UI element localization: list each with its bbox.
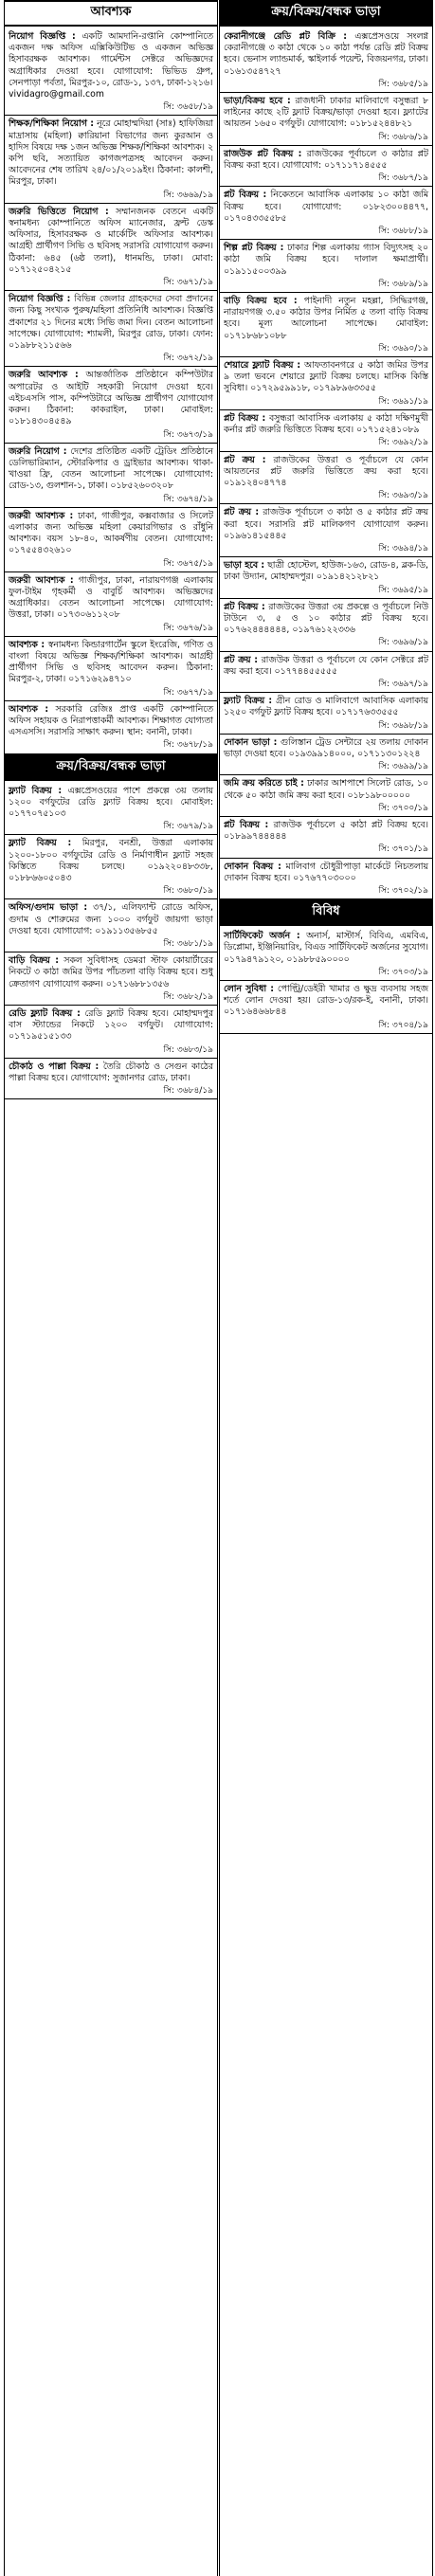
- ad-body: [224, 655, 428, 678]
- ad-text: রাজউক পূর্বাচলে ৩ কাঠা ও ৫ কাঠার প্লট ক্রয় করা হবে। সরাসরি প্লট মালিকগণ যোগাযোগ করুন। ০১৯৬১৪১৫৪৪৫: [224, 507, 428, 541]
- classified-ad: [220, 357, 432, 410]
- ad-ref: সি: ৩৭০২/১৯: [378, 886, 428, 896]
- ad-body: [9, 575, 213, 622]
- ad-ref: সি: ৩৬৯৭/১৯: [378, 679, 428, 689]
- ad-body: [9, 1008, 213, 1043]
- ad-ref: সি: ৩৬৭২/১৯: [163, 354, 213, 364]
- ad-text: ঢাকা, গাজীপুর, কক্সবাজার ও সিলেট এলাকার জন্য অভিজ্ঞ মহিলা কেয়ারগিভার ও রাঁধুনি আবশ্যক। বয়স ১৮-৪০, আকর্ষণীয় বেতন। যোগাযোগ: ০১৭৫৫৪৩২৬১০: [9, 510, 213, 556]
- ad-body: [224, 149, 428, 172]
- classified-ad: [220, 735, 432, 776]
- ad-body: [9, 118, 213, 188]
- ad-title: প্লট বিক্রয় :: [224, 601, 265, 612]
- classified-ad: [5, 783, 217, 836]
- ad-title: প্লট বিক্রয় :: [224, 819, 269, 830]
- classified-ad: [220, 599, 432, 652]
- ad-ref: সি: ৩৬৭৭/১৯: [163, 687, 213, 698]
- classified-ad: [220, 817, 432, 859]
- ad-text: পাইনাদী নতুন মহল্লা, সিদ্ধিরগঞ্জ, নারায়ণগঞ্জ ৩.৫০ কাঠার উপর নির্মিত ৫ তলা বাড়ি বিক্রয় হবে। মূল্য আলোচনা সাপেক্ষে। মোবাইল: ০১৭১৮৬৮১০৮৮: [224, 296, 428, 341]
- ad-text: ঢাকার শিল্প এলাকায় গ্যাস বিদ্যুৎসহ ২০ কাঠা জমি বিক্রয় হবে। দালাল ক্ষমাপ্রার্থী। ০১৯১১৫০০৩৯৯: [224, 243, 428, 277]
- ad-body: [224, 862, 428, 884]
- ad-ref: সি: ৩৬৮৫/১৯: [378, 79, 428, 89]
- ads-list: [5, 28, 217, 754]
- ad-title: শিক্ষক/শিক্ষিকা নিয়োগ :: [9, 118, 94, 130]
- ad-text: ৩৭/১, এলিফ্যান্ট রোডে অফিস, গুদাম ও শোরুমের জন্য ১০০০ বর্গফুট জায়গা ভাড়া দেওয়া হবে। যোগাযোগ: ০১৯১১৩৫৬৮৫৫: [9, 902, 213, 936]
- ad-title: সার্টিফিকেট অর্জন :: [224, 931, 300, 942]
- ad-body: [224, 243, 428, 278]
- ad-ref: সি: ৩৬৮৩/১৯: [163, 1044, 213, 1055]
- ad-body: [224, 696, 428, 718]
- classified-ad: [220, 293, 432, 357]
- ad-ref: সি: ৩৬৯২/১৯: [378, 438, 428, 448]
- ad-ref: সি: ৩৬৫৮/১৯: [163, 102, 213, 113]
- ad-ref: সি: ৩৭০৪/১৯: [378, 1020, 428, 1030]
- right-column: [219, 0, 433, 2576]
- ad-title: প্লট ক্রয় :: [224, 454, 266, 465]
- ad-body: [224, 455, 428, 490]
- classified-ad: [220, 504, 432, 557]
- ad-ref: সি: ৩৬৯৫/১৯: [378, 585, 428, 595]
- ad-title: দোকান বিক্রয় :: [224, 861, 281, 872]
- ad-title: জরুরি ভিত্তিতে নিয়োগ :: [9, 206, 109, 217]
- ad-title: জরুরি নিয়োগ :: [9, 445, 67, 457]
- ad-body: [224, 296, 428, 342]
- ad-title: প্লট বিক্রয় :: [224, 190, 267, 201]
- ad-ref: সি: ৩৬৯৬/১৯: [378, 638, 428, 648]
- ad-ref: সি: ৩৬৮১/১৯: [163, 939, 213, 950]
- ad-ref: সি: ৩৬৭৯/১৯: [163, 822, 213, 832]
- classified-ad: [5, 116, 217, 203]
- classified-ad: [220, 928, 432, 981]
- ad-title: ফ্ল্যাট বিক্রয় :: [9, 785, 63, 796]
- ad-ref: সি: ৩৬৭১/১৯: [163, 278, 213, 288]
- ad-text: সকল সুবিধাসহ ডেমরা স্টাফ কোয়ার্টারের নিকটে ৩ কাঠা জমির উপর পাঁচতলা বাড়ি বিক্রয় হবে। শুধু ক্রেতাগণ যোগাযোগ করুন। ০১৭১৬৮৮১৩৫৬: [9, 955, 213, 989]
- ad-text: গ্রীন রোড ও মালিবাগে আবাসিক এলাকায় ১২৫০ বর্গফুট ফ্ল্যাট বিক্রয় হবে। ০১৭১৭৬৩৩৫৫৫: [224, 696, 428, 718]
- classified-ad: [5, 291, 217, 367]
- left-column: [4, 0, 218, 2576]
- ad-body: [9, 955, 213, 990]
- ad-body: [9, 1061, 213, 1084]
- classified-ad: [5, 572, 217, 637]
- classified-ad: [220, 452, 432, 505]
- ad-ref: সি: ৩৬৮৬/১৯: [378, 132, 428, 142]
- ad-body: [224, 413, 428, 436]
- ad-body: [9, 294, 213, 352]
- ad-text: আফতাবনগরে ৫ কাঠা জমির উপর ৯ তলা ভবনে শেয়ারে ফ্ল্যাট বিক্রয় চলছে। মাসিক কিস্তি সুবিধা। ০১৭২৯৫৯৯১৮, ০১৭৯৮৯৬৩৩৫৫: [224, 360, 428, 394]
- ad-ref: সি: ৩৬৯৯/১৯: [378, 762, 428, 772]
- ad-title: নিয়োগ বিজ্ঞপ্তি :: [9, 31, 76, 42]
- ad-body: [224, 737, 428, 760]
- ad-body: [9, 640, 213, 686]
- classified-ad: [220, 693, 432, 735]
- ad-body: [224, 984, 428, 1019]
- ad-title: লোন সুবিধা :: [224, 984, 274, 995]
- ads-list: [220, 928, 432, 1034]
- ad-body: [9, 838, 213, 884]
- ad-text: ঢাকার আশপাশে সিলেট রোড, ১০ থেকে ৫০ কাঠা জমি ক্রয় করা হবে। ০১৮১৯৮০০০০০: [224, 778, 428, 801]
- ad-title: প্লট ক্রয় :: [224, 507, 260, 518]
- ad-ref: সি: ৩৬৮৭/১৯: [378, 173, 428, 184]
- ad-body: [9, 704, 213, 739]
- ad-title: ফ্ল্যাট বিক্রয় :: [224, 696, 273, 707]
- ad-body: [224, 602, 428, 637]
- ad-title: জরুরী আবশ্যক :: [9, 510, 74, 521]
- ad-body: [224, 190, 428, 225]
- ad-text: বসুন্ধরা আবাসিক এলাকায় ৫ কাঠা দক্ষিণমুখী কর্নার প্লট জরুরি ভিত্তিতে বিক্রয় হবে। ০১৭১৫২৪১০৮৯: [224, 412, 428, 436]
- classified-ad: [220, 775, 432, 817]
- ad-ref: সি: ৩৬৭৫/১৯: [163, 558, 213, 569]
- ad-title: শেয়ারে ফ্ল্যাট বিক্রয় :: [224, 360, 301, 372]
- ad-ref: সি: ৩৬৭৪/১৯: [163, 494, 213, 504]
- ad-text: সম্মানজনক বেতনে একটি স্বনামধন্য কোম্পানিতে অফিস ম্যানেজার, ফ্রন্ট ডেস্ক অফিসার, হিসাবরক্ষক ও মার্কেটিং অফিসার আবশ্যক। আগ্রহী প্রার্থীগণ সিভি ও ছবিসহ সরাসরি যোগাযোগ করুন। ঠিকানা: ৬৪৫ (৬ষ্ঠ তলা), ধানমন্ডি, ঢাকা। মোবা: ০১৭১২৫০৪২১৫: [9, 206, 213, 275]
- section-header: আবশ্যক: [5, 0, 217, 27]
- ad-body: [9, 31, 213, 100]
- ad-text: রাজউকের উত্তরা ও পূর্বাচলে যে কোন আয়তনের প্লট জরুরি ভিত্তিতে ক্রয় করা হবে। ০১৯১২৪০৪৭৭৪: [224, 454, 428, 488]
- ad-title: ভাড়া/বিক্রয় হবে :: [224, 96, 291, 107]
- ad-text: স্বনামধন্য কিন্ডারগার্টেন স্কুলে ইংরেজি, গণিত ও বাংলা বিষয়ে অভিজ্ঞ শিক্ষক/শিক্ষিকা আবশ্যক। আগ্রহী প্রার্থীগণ সিভি ও ছবিসহ আবেদন করুন। ঠিকানা: মিরপুর-২, ঢাকা। ০১৭১৬২৯৪৭১০: [9, 639, 213, 685]
- classified-ad: [5, 899, 217, 952]
- ad-ref: সি: ৩৬৯৮/১৯: [378, 720, 428, 731]
- ad-title: জমি ক্রয় করিতে চাই :: [224, 778, 304, 789]
- ad-text: রাজউক পূর্বাচলে ৫ কাঠা প্লট বিক্রয় হবে। ০১৮৯৯৭৪৪৪৪৪: [224, 819, 428, 843]
- ad-text: গুলিস্তান ট্রেড সেন্টারে ২য় তলায় দোকান ভাড়া দেওয়া হবে। ০১৯৩৯৯১৪০০০, ০১৭১১৩০১২২৪: [224, 736, 428, 759]
- ad-body: [224, 560, 428, 583]
- ad-title: নিয়োগ বিজ্ঞপ্তি :: [9, 294, 71, 305]
- ad-text: রেডি ফ্ল্যাট বিক্রয় হবে। মোহাম্মদপুর বাস স্ট্যান্ডের নিকটে ১২০০ বর্গফুট। যোগাযোগ: ০১৭১৯৫১৫১৩৩: [9, 1008, 213, 1043]
- ad-title: ফ্ল্যাট বিক্রয় :: [9, 838, 72, 849]
- ad-body: [9, 511, 213, 557]
- ad-ref: সি: ৩৬৮৯/১৯: [378, 279, 428, 289]
- ad-ref: সি: ৩৭০০/১৯: [378, 803, 428, 813]
- classified-ad: [220, 557, 432, 599]
- ad-text: আন্তর্জাতিক প্রতিষ্ঠানে কম্পিউটার অপারেটর ও আইটি সহকারী নিয়োগ দেওয়া হবে। এইচএসসি পাস, কম্পিউটারে অভিজ্ঞ প্রার্থীগণ যোগাযোগ করুন। ঠিকানা: কাকরাইল, ঢাকা। মোবাইল: ০১৮১৪৩০৪৫৪৯: [9, 370, 213, 427]
- ad-body: [9, 786, 213, 821]
- ad-text: অনার্স, মাস্টার্স, বিবিএ, এমবিএ, ডিপ্লোমা, ইঞ্জিনিয়ারিং, বিএড সার্টিফিকেট অর্জনের সুযোগ। ০১৭৯৪৭৯১২০, ০১৯৮৮৫৯০০০০: [224, 931, 428, 965]
- ad-text: সরকারি রেজিঃ প্রাপ্ত একটি কোম্পানিতে অফিস সহায়ক ও নিরাপত্তাকর্মী আবশ্যক। শিক্ষাগত যোগ্যতা এসএসসি। সরাসরি সাক্ষাৎ করুন। স্থান: বনানী, ঢাকা।: [9, 703, 213, 738]
- ad-ref: সি: ৩৬৯৪/১৯: [378, 543, 428, 553]
- classified-ad: [5, 204, 217, 291]
- ad-body: [224, 507, 428, 542]
- ad-text: রাজধানী ঢাকার মালিবাগে বসুন্ধরা ৮ লাইনের কাছে ২টি ফ্ল্যাট বিক্রয়/ভাড়া দেওয়া হবে। ফ্ল্যাটের আয়তন ১৬৫০ বর্গফুট। যোগাযোগ: ০১৮১৫২৪৪৮২১: [224, 96, 429, 130]
- ad-title: রেডি ফ্ল্যাট বিক্রয় :: [9, 1008, 81, 1020]
- ad-text: একটি আমদানি-রপ্তানি কোম্পানিতে একজন দক্ষ অফিস এক্সিকিউটিভ ও একজন অভিজ্ঞ হিসাবরক্ষক আবশ্যক। গার্মেন্টস সেক্টরে অভিজ্ঞদের অগ্রাধিকার দেওয়া হবে। যোগাযোগ: ভিভিড গ্রুপ, সেনপাড়া পর্বতা, মিরপুর-১০, রোড-১, ১৩৭, ঢাকা-১২১৬।: [9, 31, 213, 88]
- ad-text: নূরে মোহাম্মদিয়া (সাঃ) হাফিজিয়া মাদ্রাসায় (মহিলা) ক্বারিয়ানা বিভাগের জন্য কুরআন ও হাদিস বিষয়ে দক্ষ ১জন অভিজ্ঞ শিক্ষক/শিক্ষিকা আবশ্যক। ২ কপি ছবি, সত্যায়িত কাগজপত্রসহ আবেদন করুন। আবেদনের শেষ তারিখ ২৪/০১/২০১৯ইং। ঠিকানা: কালশী, মিরপুর, ঢাকা।: [9, 118, 213, 188]
- ad-ref: সি: ৩৭০১/১৯: [378, 844, 428, 855]
- ad-title: শিল্প প্লট বিক্রয় :: [224, 243, 284, 254]
- ad-title: বাড়ি বিক্রয় হবে :: [224, 296, 298, 307]
- ad-email[interactable]: vividagro@gmail.com: [9, 89, 104, 100]
- ad-ref: সি: ৩৬৭৩/১৯: [163, 429, 213, 440]
- classified-ad: [220, 410, 432, 452]
- ad-ref: সি: ৩৬৬৯/১৯: [163, 190, 213, 200]
- ad-body: [224, 820, 428, 843]
- ad-ref: সি: ৩৬৮০/১৯: [163, 886, 213, 897]
- ad-title: রাজউক প্লট বিক্রয় :: [224, 148, 302, 159]
- ad-text: বিভিন্ন জেলার গ্রাহকদের সেবা প্রদানের জন্য কিছু সংখ্যক পুরুষ/মহিলা প্রতিনিধি আবশ্যক। বিজ্ঞপ্তি প্রকাশের ২১ দিনের মধ্যে সিভি জমা দিন। বেতন আলোচনা সাপেক্ষে। যোগাযোগ: শ্যামলী, মিরপুর রোড, ঢাকা। ফোন: ০১৯৮৮২১১৫৬৬: [9, 294, 213, 352]
- ad-text: নিকেতনে আবাসিক এলাকায় ১০ কাঠা জমি বিক্রয় হবে। যোগাযোগ: ০১৮২৩০০৪৪৭৭, ০১৭০৪৩৩৫৫৮৫: [224, 190, 428, 224]
- classified-ad: [5, 367, 217, 443]
- classified-ad: [5, 835, 217, 899]
- ad-body: [224, 360, 428, 395]
- ad-title: কেরানীগঞ্জে রেডি প্লট বিক্রি :: [224, 31, 348, 42]
- classified-ad: [220, 146, 432, 188]
- classified-ad: [5, 28, 217, 116]
- classified-ad: [5, 1006, 217, 1059]
- classified-ad: [220, 28, 432, 93]
- ad-title: আবশ্যক :: [9, 703, 49, 715]
- ad-title: দোকান ভাড়া :: [224, 736, 278, 748]
- ad-ref: সি: ৩৬৯১/১৯: [378, 396, 428, 407]
- ad-ref: সি: ৩৬৯০/১৯: [378, 343, 428, 354]
- classified-ad: [220, 187, 432, 240]
- section-header: বিবিধ: [220, 899, 432, 926]
- classified-ad: [220, 652, 432, 694]
- classified-ad: [5, 952, 217, 1006]
- ad-text: রাজউক উত্তরা ও পূর্বাচলে যে কোন সেক্টরে প্লট ক্রয় করা হবে। ০১৭৭৪৪৫৫৫৫৫: [224, 654, 428, 677]
- classified-ad: [5, 701, 217, 754]
- classified-ad: [5, 1059, 217, 1100]
- classified-ad: [220, 240, 432, 293]
- ad-title: বাড়ি বিক্রয় :: [9, 955, 59, 967]
- ad-body: [9, 207, 213, 276]
- classified-ad: [5, 508, 217, 572]
- ad-title: আবশ্যক :: [9, 639, 45, 650]
- classified-ad: [220, 93, 432, 146]
- ad-ref: সি: ৩৬৮৪/১৯: [163, 1086, 213, 1097]
- ad-title: ভাড়া হবে :: [224, 560, 265, 571]
- ad-text: রাজউকের উত্তরা ৩য় প্রকল্পে ও পূর্বাচলে নিউ টাউনে ৩, ৫ ও ১০ কাঠার প্লট বিক্রয় হবে। ০১৭৬২৪৪৪৪৪৪, ০১৯৭৬১২২৩৩৬: [224, 601, 428, 636]
- section-header: ক্রয়/বিক্রয়/বন্ধক ভাড়া: [220, 0, 432, 27]
- ad-body: [224, 31, 428, 78]
- ad-ref: সি: ৩৬৮২/১৯: [163, 991, 213, 1002]
- ad-text: মালিবাগ চৌধুরীপাড়া মার্কেটে নিচতলায় দোকান বিক্রয় হবে। ০১৭৬৭৭০৩০০০: [224, 861, 428, 883]
- ad-text: রাজউকের পূর্বাচলে ৩ কাঠার প্লট বিক্রয় করা হবে। যোগাযোগ: ০১৭১১৭১৪৫৫৫: [224, 148, 428, 172]
- classified-ad: [220, 981, 432, 1034]
- ad-title: জরুরী আবশ্যক :: [9, 574, 74, 586]
- classified-ad: [5, 444, 217, 508]
- section-header: ক্রয়/বিক্রয়/বন্ধক ভাড়া: [5, 754, 217, 781]
- ad-text: গাজীপুর, ঢাকা, নারায়ণগঞ্জ এলাকায় ফুল-টাইম গৃহকর্মী ও বাবুর্চি আবশ্যক। অভিজ্ঞদের অগ্রাধিকার। বেতন আলোচনা সাপেক্ষে। যোগাযোগ: উত্তরা, ঢাকা। ০১৭৩০৬১১২০৮: [9, 574, 213, 621]
- ad-text: পোল্ট্রি/ডেইরী খামার ও ক্ষুদ্র ব্যবসায় সহজ শর্তে লোন দেওয়া হয়। রোড-১৩/রক-ই, বনানী, ঢাকা। ০১৭১৬৪৬৬৮৪৪: [224, 984, 428, 1018]
- ad-title: প্লট ক্রয় :: [224, 654, 259, 665]
- ads-list: [220, 28, 432, 899]
- ad-ref: সি: ৩৬৭৬/১৯: [163, 623, 213, 633]
- ad-text: দেশের প্রতিষ্ঠিত একটি ট্রেডিং প্রতিষ্ঠানে ডেলিভারিম্যান, স্টোরকিপার ও ড্রাইভার আবশ্যক। থাকা-খাওয়া ফ্রি, বেতন আলোচনা সাপেক্ষে। যোগাযোগ: রোড-১৩, গুলশান-১, ঢাকা। ০১৮৫২৬০৩২০৮: [9, 445, 213, 492]
- ad-text: ছাত্রী হোস্টেল, হাউজ-১৬৩, রোড-৪, ব্লক-ডি, ঢাকা উদ্যান, মোহাম্মদপুর। ০১৯১৪২১২৮২১: [224, 560, 428, 583]
- ad-body: [9, 902, 213, 937]
- classified-ad: [220, 859, 432, 900]
- ad-title: জরুরি আবশ্যক :: [9, 370, 79, 381]
- ad-text: এক্সপ্রেসওয়ে সংলগ্ন কেরানীগঞ্জে ৩ কাঠা থেকে ১০ কাঠা পর্যন্ত রেডি প্লট বিক্রয় হবে। ভেনাস ল্যান্ডমার্ক, স্কাইলার্ক পয়েন্ট, বিজয়নগর, ঢাকা। ০১৬১৩৫৪৭২৭: [224, 31, 428, 77]
- ad-title: প্লট বিক্রয় :: [224, 412, 266, 424]
- ad-body: [9, 446, 213, 493]
- ad-body: [224, 778, 428, 801]
- ad-body: [224, 931, 428, 966]
- ad-text: এক্সপ্রেসওয়ের পাশে প্রকল্পে ৩য় তলায় ১২০০ বর্গফুটের রেডি ফ্ল্যাট বিক্রয় হবে। মোবাইল: ০১৭৭০৭৫১০৩: [9, 785, 213, 819]
- classified-ad: [5, 637, 217, 701]
- ad-ref: সি: ৩৭০৩/১৯: [378, 967, 428, 977]
- ad-body: [224, 96, 428, 131]
- ad-text: তৈরি চৌকাঠ ও সেগুন কাঠের পাল্লা বিক্রয় হবে। যোগাযোগ: সুজানগর রোড, ঢাকা।: [9, 1061, 213, 1084]
- ad-ref: সি: ৩৬৯৩/১৯: [378, 491, 428, 501]
- ad-ref: সি: ৩৬৮৮/১৯: [378, 227, 428, 237]
- ad-ref: সি: ৩৬৭৮/১৯: [163, 740, 213, 751]
- ad-title: চৌকাঠ ও পাল্লা বিক্রয় :: [9, 1061, 100, 1072]
- ad-body: [9, 370, 213, 427]
- ad-title: অফিস/গুদাম ভাড়া :: [9, 902, 88, 914]
- ads-list: [5, 783, 217, 1100]
- ad-text: মিরপুর, বনশ্রী, উত্তরা এলাকায় ১২০০-১৮০০ বর্গফুটের রেডি ও নির্মাণাধীন ফ্ল্যাট সহজ কিস্তিতে বিক্রয় চলছে। ০১৯২২০৪৮৩৩৮, ০১৮৮৬৬০৫০৪৩: [9, 838, 213, 883]
